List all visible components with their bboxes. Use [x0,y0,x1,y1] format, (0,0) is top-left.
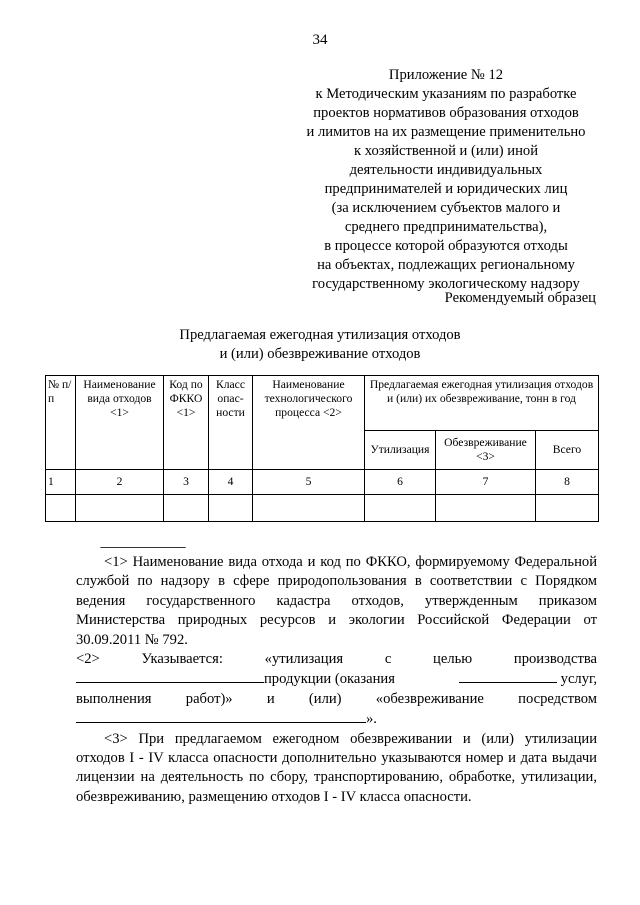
appendix-line: (за исключением субъектов малого и [331,200,561,216]
footnote-2-services: услуг, [560,671,597,688]
footnote-2-line-1 [76,650,597,669]
header-hazard-class: Класс опас-ности [209,376,253,470]
footnote-2-line-2 [76,669,597,689]
footnote-separator: -------------------------------- [100,541,186,553]
title-line-2: и (или) обезвреживание отходов [219,346,421,362]
footnotes [76,553,597,807]
column-number: 3 [164,470,209,495]
appendix-line: на объектах, подлежащих региональному [317,257,575,273]
column-number: 1 [46,470,76,495]
blank-line [459,669,557,683]
appendix-line: к хозяйственной и (или) иной [353,143,539,159]
column-number: 6 [365,470,436,495]
header-waste-name: Наименование вида отходов <1> [76,376,164,470]
appendix-line: государственному экологическому надзору [312,276,580,292]
empty-cell [164,495,209,522]
footnote-1: <1> Наименование вида отхода и код по ФККО, формируемому Федеральной службой по надзору в сфере природопользования в соответствии с Порядком ведения государственного кадастра отходов, утвержденным приказом Министерства природных ресурсов и экологии Российской Федерации от 30.09.2011 № 792. [76,554,597,648]
header-process: Наименование технологического процесса <2> [253,376,365,470]
appendix-line: в процессе которой образуются отходы [324,238,568,254]
appendix-line: среднего предпринимательства), [344,219,548,235]
header-neutralization: Обезвреживание <3> [436,431,536,470]
document-title [0,326,640,364]
empty-cell [76,495,164,522]
empty-cell [209,495,253,522]
column-number: 7 [436,470,536,495]
appendix-header [290,66,602,294]
blank-line [76,669,264,683]
empty-cell [536,495,599,522]
table-empty-row [46,495,599,522]
title-line-1: Предлагаемая ежегодная утилизация отходов [179,327,461,343]
header-num: № п/п [46,376,76,470]
appendix-line: деятельности индивидуальных [349,162,543,178]
page-number: 34 [312,32,328,48]
appendix-line: к Методическим указаниям по разработке [315,86,577,102]
appendix-line: предпринимателей и юридических лиц [324,181,568,197]
header-fkko-code: Код по ФККО <1> [164,376,209,470]
sample-label: Рекомендуемый образец [444,290,596,306]
column-number: 4 [209,470,253,495]
disposal-table [45,375,599,522]
empty-cell [46,495,76,522]
footnote-2-text-3: выполнения работ)» и (или) «обезвреживание посредством [76,690,597,707]
column-number: 8 [536,470,599,495]
table-header-row [46,376,599,431]
header-total: Всего [536,431,599,470]
appendix-line: и лимитов на их размещение применительно [306,124,586,140]
footnote-2-products: продукции (оказания [264,671,395,688]
header-utilization: Утилизация [365,431,436,470]
table-number-row [46,470,599,495]
column-number: 2 [76,470,164,495]
footnote-3: <3> При предлагаемом ежегодном обезвреживании и (или) утилизации отходов I - IV класса опасности дополнительно указываются номер и дата выдачи лицензии на деятельность по сбору, транспортированию, обработке, утилизации, обезвреживанию, размещению отходов I - IV класса опасности. [76,730,597,805]
appendix-line: Приложение № 12 [388,67,504,83]
footnote-2-line-4 [76,709,597,729]
footnote-2-end: ». [366,711,377,728]
footnote-2-text: <2> Указывается: «утилизация с целью производства [76,651,597,668]
footnote-2-line-3 [76,690,597,709]
empty-cell [365,495,436,522]
header-annual-group: Предлагаемая ежегодная утилизация отходов и (или) их обезвреживание, тонн в год [365,376,599,431]
empty-cell [436,495,536,522]
appendix-line: проектов нормативов образования отходов [313,105,579,121]
blank-line [76,709,366,723]
column-number: 5 [253,470,365,495]
empty-cell [253,495,365,522]
